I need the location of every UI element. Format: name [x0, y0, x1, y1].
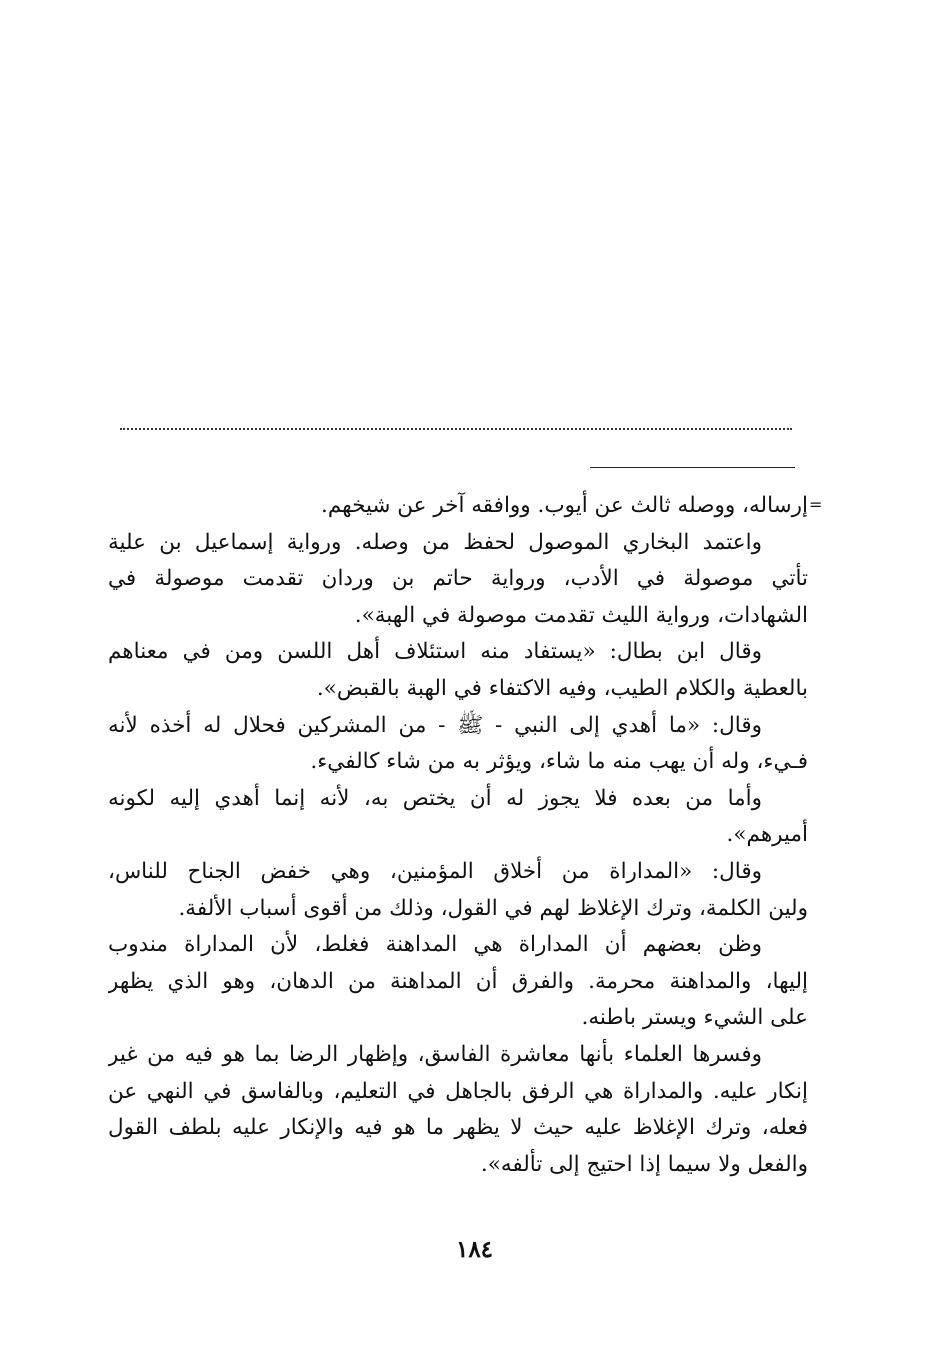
footnote-line: وفسرها العلماء بأنها معاشرة الفاسق، وإظهار الرضا بما هو فيه من غير — [108, 1041, 762, 1067]
continuation-marker: = — [809, 495, 823, 514]
dotted-separator — [120, 428, 792, 430]
footnote-line: ولين الكلمة، وترك الإغلاظ لهم في القول، وذلك من أقوى أسباب الألفة. — [178, 895, 808, 921]
footnote-line: وقال: «ما أهدي إلى النبي - ﷺ - من المشركين فحلال له أخذه لأنه — [108, 712, 762, 738]
footnote-line: واعتمد البخاري الموصول لحفظ من وصله. ورواية إسماعيل بن علية — [108, 529, 762, 555]
footnote-line: فـيء، وله أن يهب منه ما شاء، ويؤثر به من شاء كالفيء. — [310, 749, 808, 775]
footnote-line: تأتي موصولة في الأدب، ورواية حاتم بن وردان تقدمت موصولة في — [108, 566, 808, 592]
footnote-line: فعله، وترك الإغلاظ عليه حيث لا يظهر ما هو فيه والإنكار عليه بلطف القول — [108, 1115, 808, 1141]
footnote-line: الشهادات، ورواية الليث تقدمت موصولة في الهبة». — [354, 602, 808, 628]
footnote-line: وقال ابن بطال: «يستفاد منه استئلاف أهل اللسن ومن في معناهم — [108, 639, 762, 665]
footnote-line: وظن بعضهم أن المداراة هي المداهنة فغلط، لأن المداراة مندوب — [108, 932, 762, 958]
footnote-line: على الشيء ويستر باطنه. — [581, 1005, 808, 1031]
page-number: ١٨٤ — [455, 1236, 494, 1263]
footnote-line: إليها، والمداهنة محرمة. والفرق أن المداهنة من الدهان، وهو الذي يظهر — [108, 968, 808, 994]
footnote-line: والفعل ولا سيما إذا احتيج إلى تألفه». — [480, 1151, 808, 1177]
footnote-rule — [590, 467, 795, 468]
footnote-line: إنكار عليه. والمداراة هي الرفق بالجاهل في التعليم، وبالفاسق في النهي عن — [108, 1078, 808, 1104]
footnote-line: بالعطية والكلام الطيب، وفيه الاكتفاء في الهبة بالقبض». — [316, 675, 808, 701]
footnote-line: إرساله، ووصله ثالث عن أيوب. ووافقه آخر عن شيخهم. — [321, 493, 808, 518]
footnote-text — [108, 488, 808, 1183]
footnote-line: وأما من بعده فلا يجوز له أن يختص به، لأنه إنما أهدي إليه لكونه — [108, 785, 762, 811]
footnote-line: أميرهم». — [726, 822, 808, 848]
footnote-line: وقال: «المداراة من أخلاق المؤمنين، وهي خفض الجناح للناس، — [108, 858, 762, 884]
